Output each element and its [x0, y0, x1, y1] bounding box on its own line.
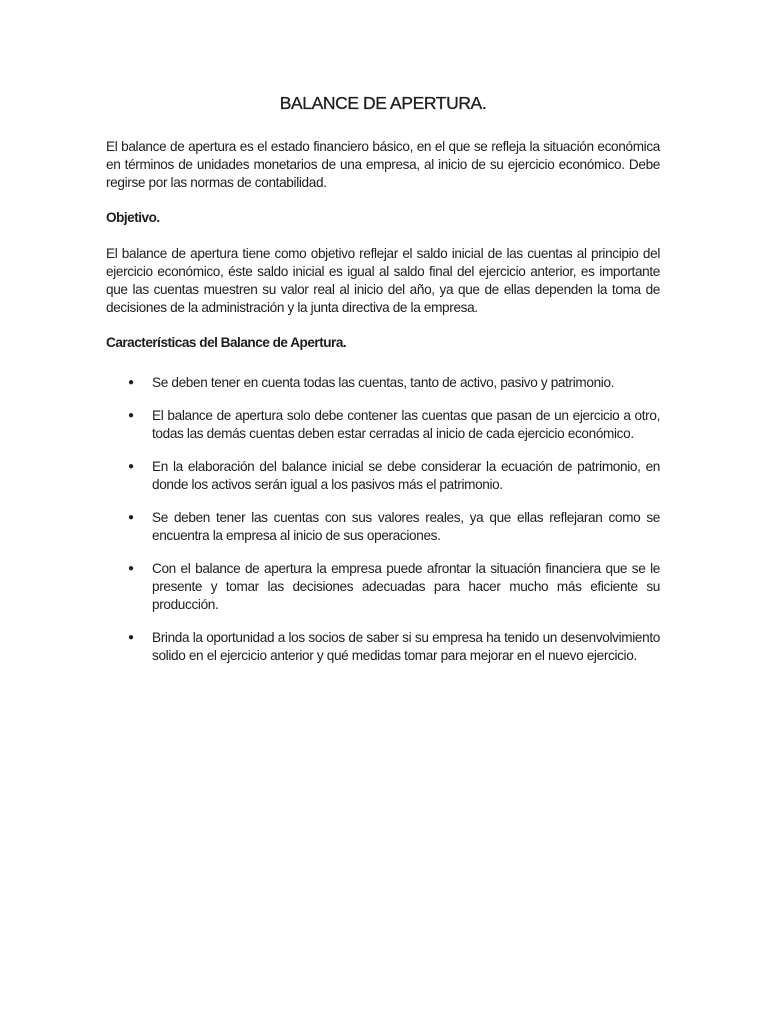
bullet-icon: ● [128, 562, 135, 574]
list-item [106, 629, 660, 665]
document-title: BALANCE DE APERTURA. [279, 93, 487, 113]
list-item [106, 407, 660, 443]
bullet-icon: ● [128, 410, 135, 422]
list-item [106, 560, 660, 615]
objective-heading: Objetivo. [106, 209, 160, 225]
bullet-icon: ● [128, 461, 135, 473]
bullet-icon: ● [128, 631, 135, 643]
characteristics-list [106, 374, 660, 665]
bullet-icon: ● [128, 377, 135, 389]
list-item [106, 509, 660, 545]
bullet-icon: ● [128, 511, 135, 523]
list-item [106, 374, 660, 392]
characteristics-heading: Características del Balance de Apertura. [106, 335, 347, 351]
list-item-text: Con el balance de apertura la empresa puede afrontar la situación financiera que se le presente y tomar las decisiones adecuadas para hacer mucho más eficiente su producción. [152, 560, 660, 613]
document-page [106, 92, 660, 680]
list-item-text: El balance de apertura solo debe contener las cuentas que pasan de un ejercicio a otro, todas las demás cuentas deben estar cerradas al inicio de cada ejercicio económico. [152, 408, 660, 442]
objective-paragraph: El balance de apertura tiene como objetivo reflejar el saldo inicial de las cuentas al principio del ejercicio económico, éste saldo inicial es igual al saldo final del ejercicio anterior, es importante que las cuentas muestren su valor real al inicio del año, ya que de ellas dependen la toma de decisiones de la administración y la junta directiva de la empresa. [106, 245, 660, 316]
list-item [106, 458, 660, 494]
list-item-text: Se deben tener las cuentas con sus valores reales, ya que ellas reflejaran como se encuentra la empresa al inicio de sus operaciones. [152, 509, 660, 544]
list-item-text: Se deben tener en cuenta todas las cuentas, tanto de activo, pasivo y patrimonio. [152, 375, 615, 391]
intro-paragraph: El balance de apertura es el estado financiero básico, en el que se refleja la situación económica en términos de unidades monetarios de una empresa, al inicio de su ejercicio económico. Debe regirse por las normas de contabilidad. [106, 139, 660, 191]
list-item-text: Brinda la oportunidad a los socios de saber si su empresa ha tenido un desenvolvimiento solido en el ejercicio anterior y qué medidas tomar para mejorar en el nuevo ejercicio. [152, 629, 660, 664]
list-item-text: En la elaboración del balance inicial se debe considerar la ecuación de patrimonio, en donde los activos serán igual a los pasivos más el patrimonio. [152, 459, 660, 493]
